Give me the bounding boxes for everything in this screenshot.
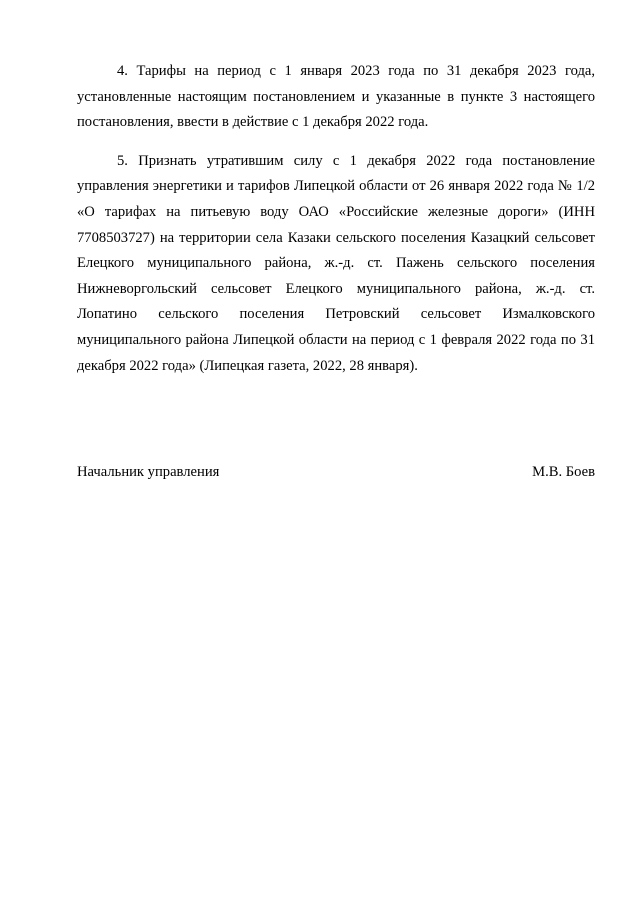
paragraph-item-4: 4. Тарифы на период с 1 января 2023 года по 31 декабря 2023 года, установленные настоящим постановлением и указанные в пункте 3 настоящего постановления, ввести в действие с 1 декабря 2022 года. xyxy=(77,63,595,131)
signature-block xyxy=(77,460,595,486)
paragraph-item-5: 5. Признать утратившим силу с 1 декабря 2022 года постановление управления энергетики и тарифов Липецкой области от 26 января 2022 года № 1/2 «О тарифах на питьевую воду ОАО «Российские железные дороги» (ИНН 7708503727) на территории села Казаки сельского поселения Казацкий сельсовет Елецкого муниципального района, ж.-д. ст. Пажень сельского поселения Нижневоргольский сельсовет Елецкого муниципального района, ж.-д. ст. Лопатино сельского поселения Петровский сельсовет Измалковского муниципального района Липецкой области на период с 1 февраля 2022 года по 31 декабря 2022 года» (Липецкая газета, 2022, 28 января). xyxy=(77,152,595,374)
signatory-position: Начальник управления xyxy=(77,464,220,480)
signatory-name: М.В. Боев xyxy=(532,464,595,480)
document-body xyxy=(77,59,595,379)
